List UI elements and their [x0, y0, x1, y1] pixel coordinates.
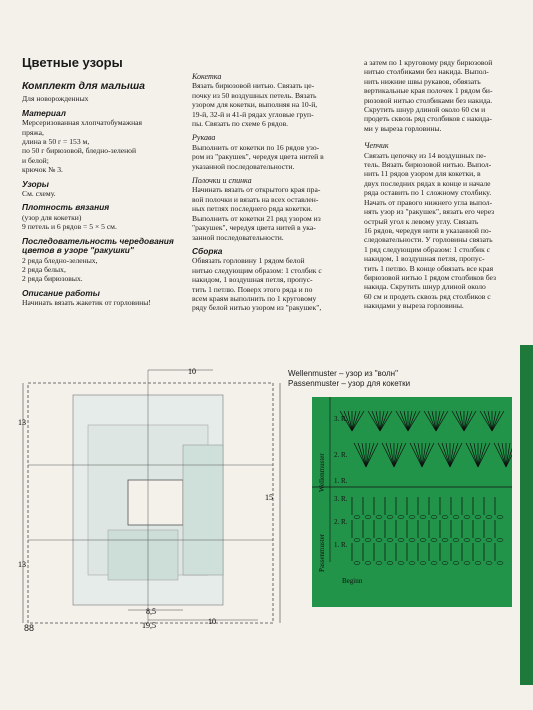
column-right [364, 58, 524, 311]
caption-wellen: Wellenmuster – узор из "волн" [288, 369, 398, 378]
page-number: 88 [24, 623, 35, 633]
dim-bottom-small: 8,5 [146, 607, 156, 616]
row-passen-1: 1. R. [334, 541, 348, 549]
row-wellen-3: 3. R. [334, 415, 348, 423]
for-text: Для новорожденных [22, 94, 89, 104]
sleeves-heading: Рукава [192, 133, 216, 143]
material-text: Мерсеризованная хлопчатобумажная пряжа, длина в 50 г = 153 м, по 50 г бирюзовой, бледно-зеленой и белой; крючок № 3. [22, 118, 143, 175]
assembly-text: Обвязать горловину 1 рядом белой нитью следующим образом: 1 столбик с накидом, 1 воздушная петля, пропус- тить 1 петлю. Поверх этого ряда и по всем краям выполнить по 1 круговому ряду белой нитью узором из "ракушек", [192, 256, 322, 313]
row-passen-3: 3. R. [334, 495, 348, 503]
cap-heading: Чепчик [364, 141, 389, 151]
shelves-heading: Полочки и спинка [192, 176, 252, 186]
chart-caption [288, 369, 410, 389]
garment-schematic [18, 365, 288, 630]
sleeves-text: Выполнить от кокетки по 16 рядов узо- ром из "ракушек", чередуя цвета нитей в указанной последовательности. [192, 142, 324, 171]
yoke-heading: Кокетка [192, 72, 222, 81]
label-passenmuster: Passenmuster [318, 533, 326, 572]
work-heading: Описание работы [22, 287, 100, 298]
article-subtitle: Комплект для малыша [22, 80, 145, 92]
density-text: (узор для кокетки) 9 петель и 6 рядов = 5 × 5 см. [22, 212, 117, 232]
dim-left-top: 13 [18, 418, 26, 427]
sequence-text: 2 ряда бледно-зеленых, 2 ряда белых, 2 ряда бирюзовых. [22, 255, 98, 284]
dim-left-bottom: 13 [18, 560, 26, 569]
cap-text: Связать цепочку из 14 воздушных пе- тель. Вязать бирюзовой нитью. Выпол- нить 11 рядов узором для кокетки, в двух последних рядах в конце и начале ряда оставить по 1 сложному столбику. Начать от правого нижнего угла выпол- нять узор из "ракушек", вязать его через острый угол к левому углу. Связать 16 рядов, чередуя нити в указанной по- следовательности. У горловины связать 1 ряд следующим образом: 1 столбик с накидом, 1 воздушная петля, пропус- тить 1 петлю. В конце обвязать все края бирюзовой нитью 1 рядом столбиков без накида. Скрутить шнур длиной около 60 см и продеть сквозь ряд столбиков с накидами у выреза горловины. [364, 150, 496, 311]
page-edge-bar [520, 345, 533, 685]
row-wellen-1: 1. R. [334, 477, 348, 485]
assembly-heading: Сборка [192, 245, 223, 256]
dim-right: 15 [265, 493, 273, 502]
work-text: Начинать вязать жакетик от горловины! [22, 298, 151, 308]
yoke-text: Вязать бирюзовой нитью. Связать це- почку из 50 воздушных петель. Вязать узором для кокетки, выполняя на 10-й, 19-й, 32-й и 41-й рядах угловые груп- пы. Связать по схеме 6 рядов. [192, 81, 318, 129]
caption-passen: Passenmuster – узор для кокетки [288, 379, 411, 388]
column-middle [192, 72, 357, 313]
sequence-heading: Последовательность чередования цветов в узоре "ракушки" [22, 235, 174, 256]
patterns-text: См. схему. [22, 189, 56, 199]
crochet-chart [312, 397, 512, 607]
dim-bottom-right: 10 [208, 617, 216, 626]
material-heading: Материал [22, 107, 66, 118]
patterns-heading: Узоры [22, 178, 49, 189]
dim-bottom-mid: 19,5 [142, 621, 156, 630]
row-passen-2: 2. R. [334, 518, 348, 526]
shelves-text: Начинать вязать от открытого края пра- вой полочки и вязать на всех оставлен- ных петлях последнего ряда кокетки. Выполнить от кокетки 21 ряд узором из "ракушек", чередуя цвета нитей в ука- занной последовательности. [192, 185, 321, 242]
assembly-continued-text: а затем по 1 круговому ряду бирюзовой нитью столбиками без накида. Выпол- нить нижние швы рукавов, обвязать вертикальные края полочек 1 рядом би- рюзовой нитью столбиками без накида. Скрутить шнур длиной около 60 см и продеть сквозь ряд столбиков с накида- ми у выреза горловины. [364, 58, 493, 133]
dim-top: 10 [188, 367, 196, 376]
column-left [22, 82, 182, 308]
label-wellenmuster: Wellenmuster [318, 453, 326, 492]
section-title: Цветные узоры [22, 55, 123, 70]
row-wellen-2: 2. R. [334, 451, 348, 459]
density-heading: Плотность вязания [22, 202, 110, 213]
start-label: Beginn [342, 577, 363, 585]
